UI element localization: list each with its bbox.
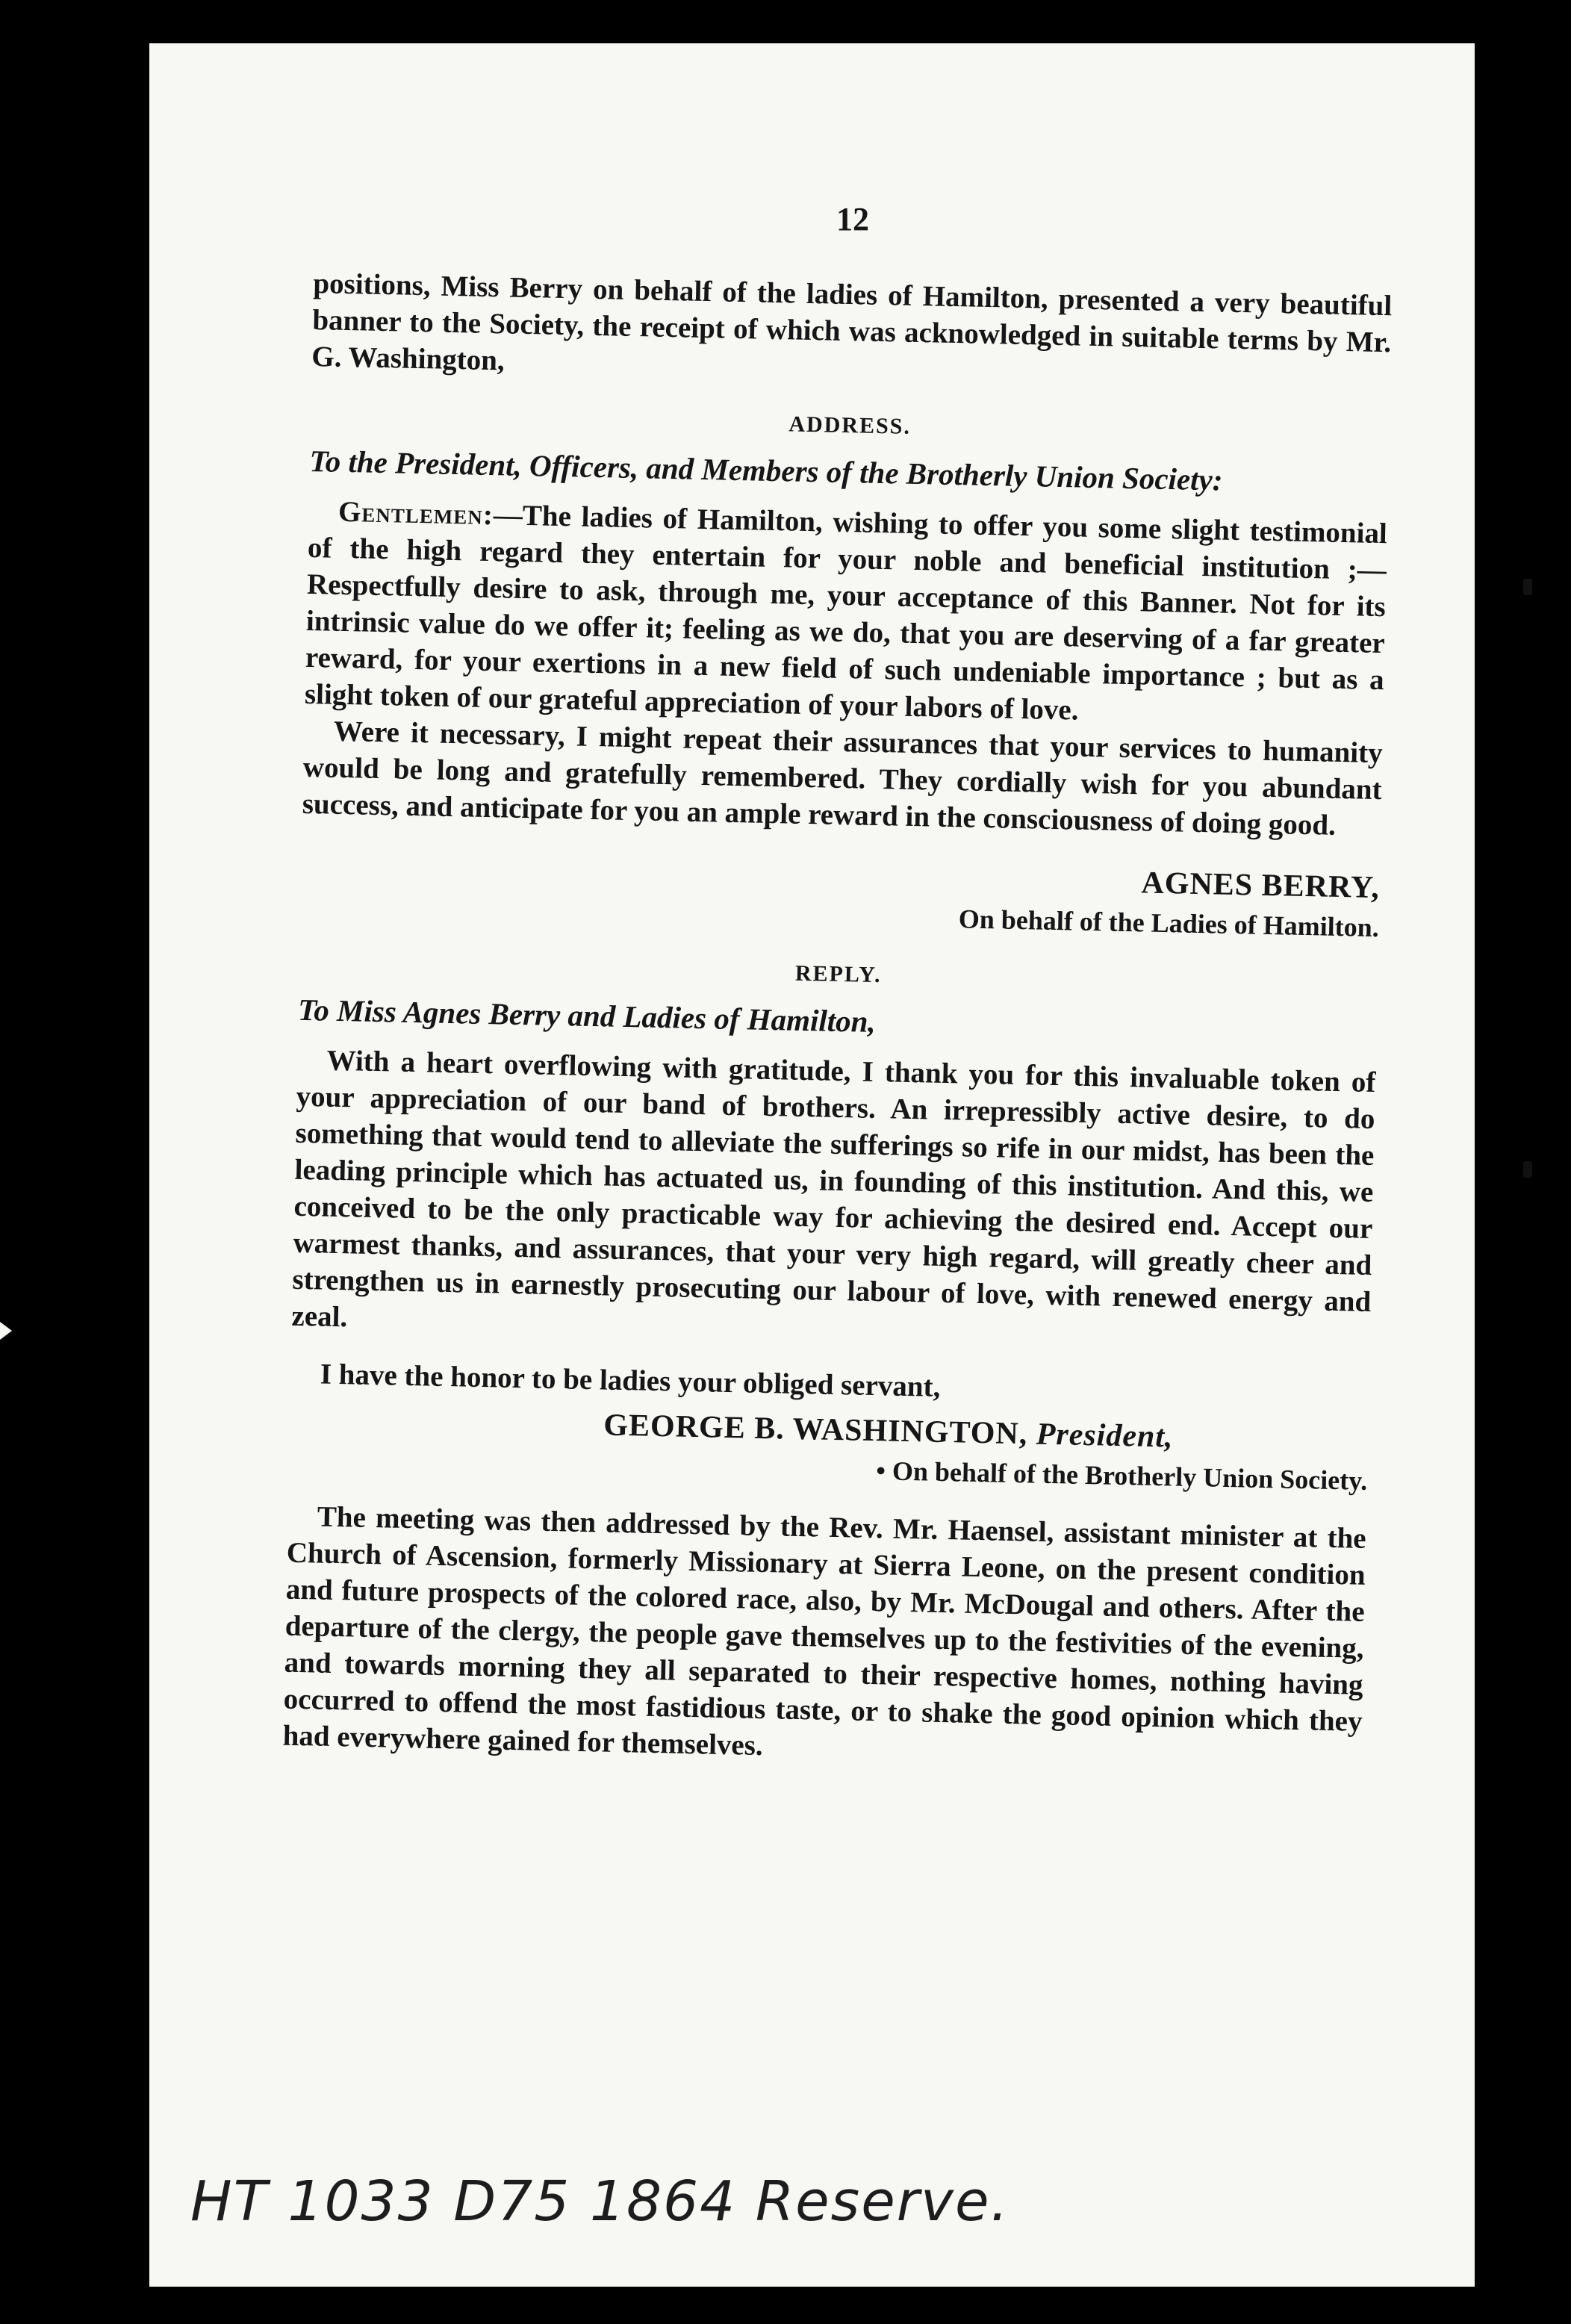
address-salutation: To the President, Officers, and Members of the Brotherly Union Society: (309, 443, 1223, 497)
address-salutation-word: Gentlemen: (337, 495, 494, 532)
reply-signature-title: President, (1036, 1417, 1174, 1455)
reply-signature-name: GEORGE B. WASHINGTON, (603, 1408, 1028, 1452)
reply-salutation: To Miss Agnes Berry and Ladies of Hamilton, (297, 992, 877, 1039)
address-signature-role: On behalf of the Ladies of Hamilton. (958, 904, 1380, 943)
handwritten-call-number: HT 1033 D75 1864 Reserve. (190, 2169, 1010, 2234)
margin-mark (1523, 579, 1532, 595)
reply-signature-role-text: On behalf of the Brotherly Union Society. (892, 1455, 1368, 1496)
page-number: 12 (836, 201, 869, 237)
edge-mark (0, 1322, 12, 1340)
reply-signature-role: • On behalf of the Brotherly Union Society. (875, 1455, 1368, 1496)
closing-paragraph: The meeting was then addressed by the Rev. Mr. Haensel, assistant minister at the Church of Ascension, formerly Missionary at Sierra Leone, on the present condition and future prospects of the colored race, also, by Mr. McDougal and others. After the departure of the clergy, the people gave themselves up to the festivities of the evening, and towards morning they all separated to their respective homes, nothing having occurred to offend the most fastidious taste, or to shake the good opinion which they had everywhere gained for themselves. (282, 1500, 1367, 1762)
address-paragraph-1-text: —The ladies of Hamilton, wishing to offer you some slight testimonial of the high regard they entertain for your noble and beneficial institution ;—Respectfully desire to ask, through me, your acceptance of this Banner. Not for its intrinsic value do we offer it; feeling as we do, that you are deserving of a far greater reward, for your exertions in a new field of such undeniable importance ; but as a slight token of our grateful appreciation of your labors of love. (304, 499, 1388, 727)
address-signature-name: AGNES BERRY, (1141, 866, 1381, 906)
reply-heading: REPLY. (794, 960, 882, 988)
margin-mark (1523, 1161, 1532, 1178)
page-body (282, 265, 1392, 1777)
address-heading: ADDRESS. (788, 411, 912, 439)
address-paragraph-1 (304, 493, 1387, 735)
reply-paragraph-1: With a heart overflowing with gratitude, I thank you for this invaluable token of your appreciation of our band of brothers. An irrepressibly active desire, to do something that would tend to alleviate the sufferings so rife in our midst, has been the leading principle which has actuated us, in founding of this institution. And this, we conceived to be the only practicable way for achieving the desired end. Accept our warmest thanks, and assurances, that your very high regard, will greatly cheer and strengthen us in earnestly prosecuting our labour of love, with renewed energy and zeal. (291, 1044, 1376, 1334)
address-paragraph-2: Were it necessary, I might repeat their assurances that your services to humanity would be long and gratefully remembered. They cordially wish for you abundant success, and anticipate for you an ample reward in the consciousness of doing good. (302, 715, 1384, 842)
reply-paragraph-2: I have the honor to be ladies your obliged servant, (320, 1358, 941, 1403)
opening-paragraph: positions, Miss Berry on behalf of the ladies of Hamilton, presented a very beautiful banner to the Society, the receipt of which was acknowledged in suitable terms by Mr. G. Washington, (311, 267, 1393, 377)
